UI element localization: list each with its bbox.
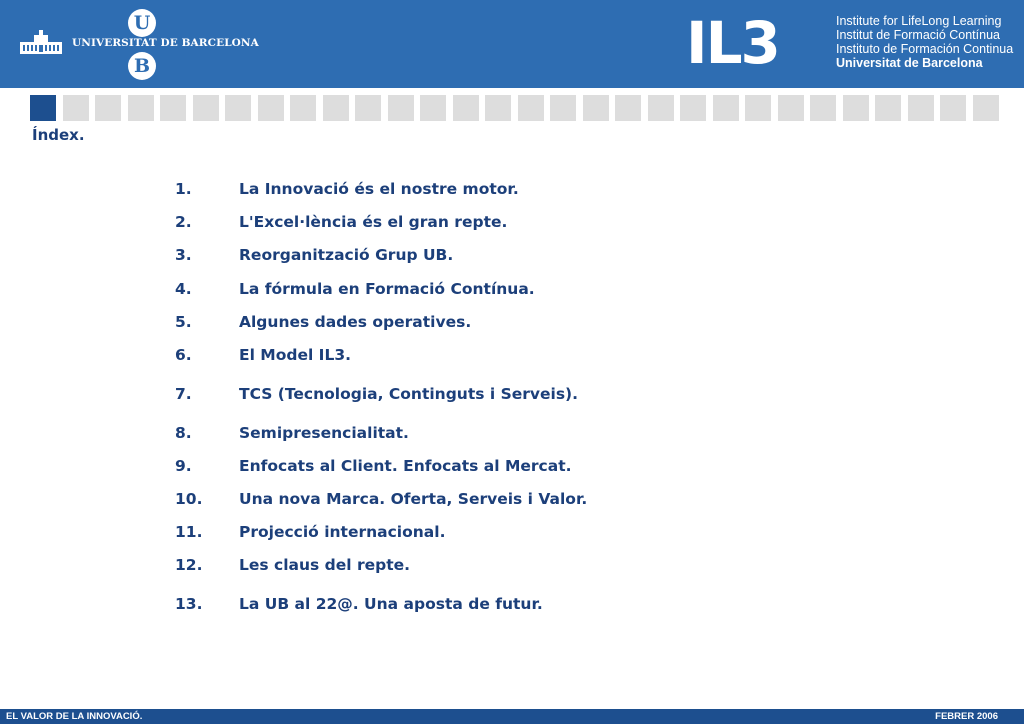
page-title: Índex.	[32, 126, 85, 144]
progress-square	[648, 95, 674, 121]
progress-square	[485, 95, 511, 121]
item-number: 4.	[175, 280, 192, 298]
ub-logo	[20, 8, 259, 80]
progress-square	[810, 95, 836, 121]
progress-square	[583, 95, 609, 121]
progress-square	[908, 95, 934, 121]
progress-square	[128, 95, 154, 121]
item-text: TCS (Tecnologia, Continguts i Serveis).	[239, 385, 579, 403]
footer-date: FEBRER 2006	[935, 711, 998, 722]
progress-square	[940, 95, 966, 121]
item-text: Algunes dades operatives.	[239, 313, 472, 331]
item-number: 8.	[175, 424, 192, 442]
item-number: 10.	[175, 490, 203, 508]
item-text: L'Excel·lència és el gran repte.	[239, 213, 508, 231]
il3-logo: IL3	[686, 9, 779, 77]
university-name: UNIVERSITAT DE BARCELONA	[72, 37, 259, 49]
item-text: Reorganització Grup UB.	[239, 246, 454, 264]
progress-square	[63, 95, 89, 121]
progress-square	[973, 95, 999, 121]
item-text: Enfocats al Client. Enfocats al Mercat.	[239, 457, 572, 475]
il3-institute-names	[836, 14, 1013, 70]
il3-line-english: Institute for LifeLong Learning	[836, 14, 1002, 28]
il3-line-spanish: Instituto de Formación Continua	[836, 42, 1014, 56]
progress-square	[550, 95, 576, 121]
progress-square	[843, 95, 869, 121]
item-text: Semipresencialitat.	[239, 424, 409, 442]
progress-square	[778, 95, 804, 121]
item-number: 3.	[175, 246, 192, 264]
progress-square	[453, 95, 479, 121]
item-number: 6.	[175, 346, 192, 364]
ub-letter-b: B	[128, 52, 156, 80]
item-number: 13.	[175, 595, 203, 613]
progress-square	[160, 95, 186, 121]
progress-square	[420, 95, 446, 121]
item-number: 11.	[175, 523, 203, 541]
il3-line-catalan: Institut de Formació Contínua	[836, 28, 1000, 42]
progress-square	[258, 95, 284, 121]
item-number: 7.	[175, 385, 192, 403]
progress-square	[680, 95, 706, 121]
item-number: 1.	[175, 180, 192, 198]
header-banner	[0, 0, 1024, 88]
progress-square	[518, 95, 544, 121]
progress-square	[193, 95, 219, 121]
ub-letter-u: U	[128, 9, 156, 37]
progress-square	[615, 95, 641, 121]
progress-square	[745, 95, 771, 121]
item-text: La UB al 22@. Una aposta de futur.	[239, 595, 543, 613]
progress-square	[355, 95, 381, 121]
item-text: Les claus del repte.	[239, 556, 411, 574]
item-text: La Innovació és el nostre motor.	[239, 180, 519, 198]
item-text: Projecció internacional.	[239, 523, 446, 541]
progress-square	[713, 95, 739, 121]
progress-square	[875, 95, 901, 121]
il3-line-university: Universitat de Barcelona	[836, 56, 983, 70]
item-text: Una nova Marca. Oferta, Serveis i Valor.	[239, 490, 588, 508]
item-number: 2.	[175, 213, 192, 231]
item-text: El Model IL3.	[239, 346, 352, 364]
progress-square	[388, 95, 414, 121]
progress-square	[95, 95, 121, 121]
slide-progress-bar	[30, 95, 999, 121]
progress-square	[290, 95, 316, 121]
item-number: 9.	[175, 457, 192, 475]
item-number: 5.	[175, 313, 192, 331]
item-text: La fórmula en Formació Contínua.	[239, 280, 535, 298]
building-icon	[20, 30, 62, 56]
progress-square	[225, 95, 251, 121]
item-number: 12.	[175, 556, 203, 574]
progress-square-current	[30, 95, 56, 121]
footer-tagline: EL VALOR DE LA INNOVACIÓ.	[6, 711, 143, 722]
footer-bar	[0, 709, 1024, 724]
progress-square	[323, 95, 349, 121]
